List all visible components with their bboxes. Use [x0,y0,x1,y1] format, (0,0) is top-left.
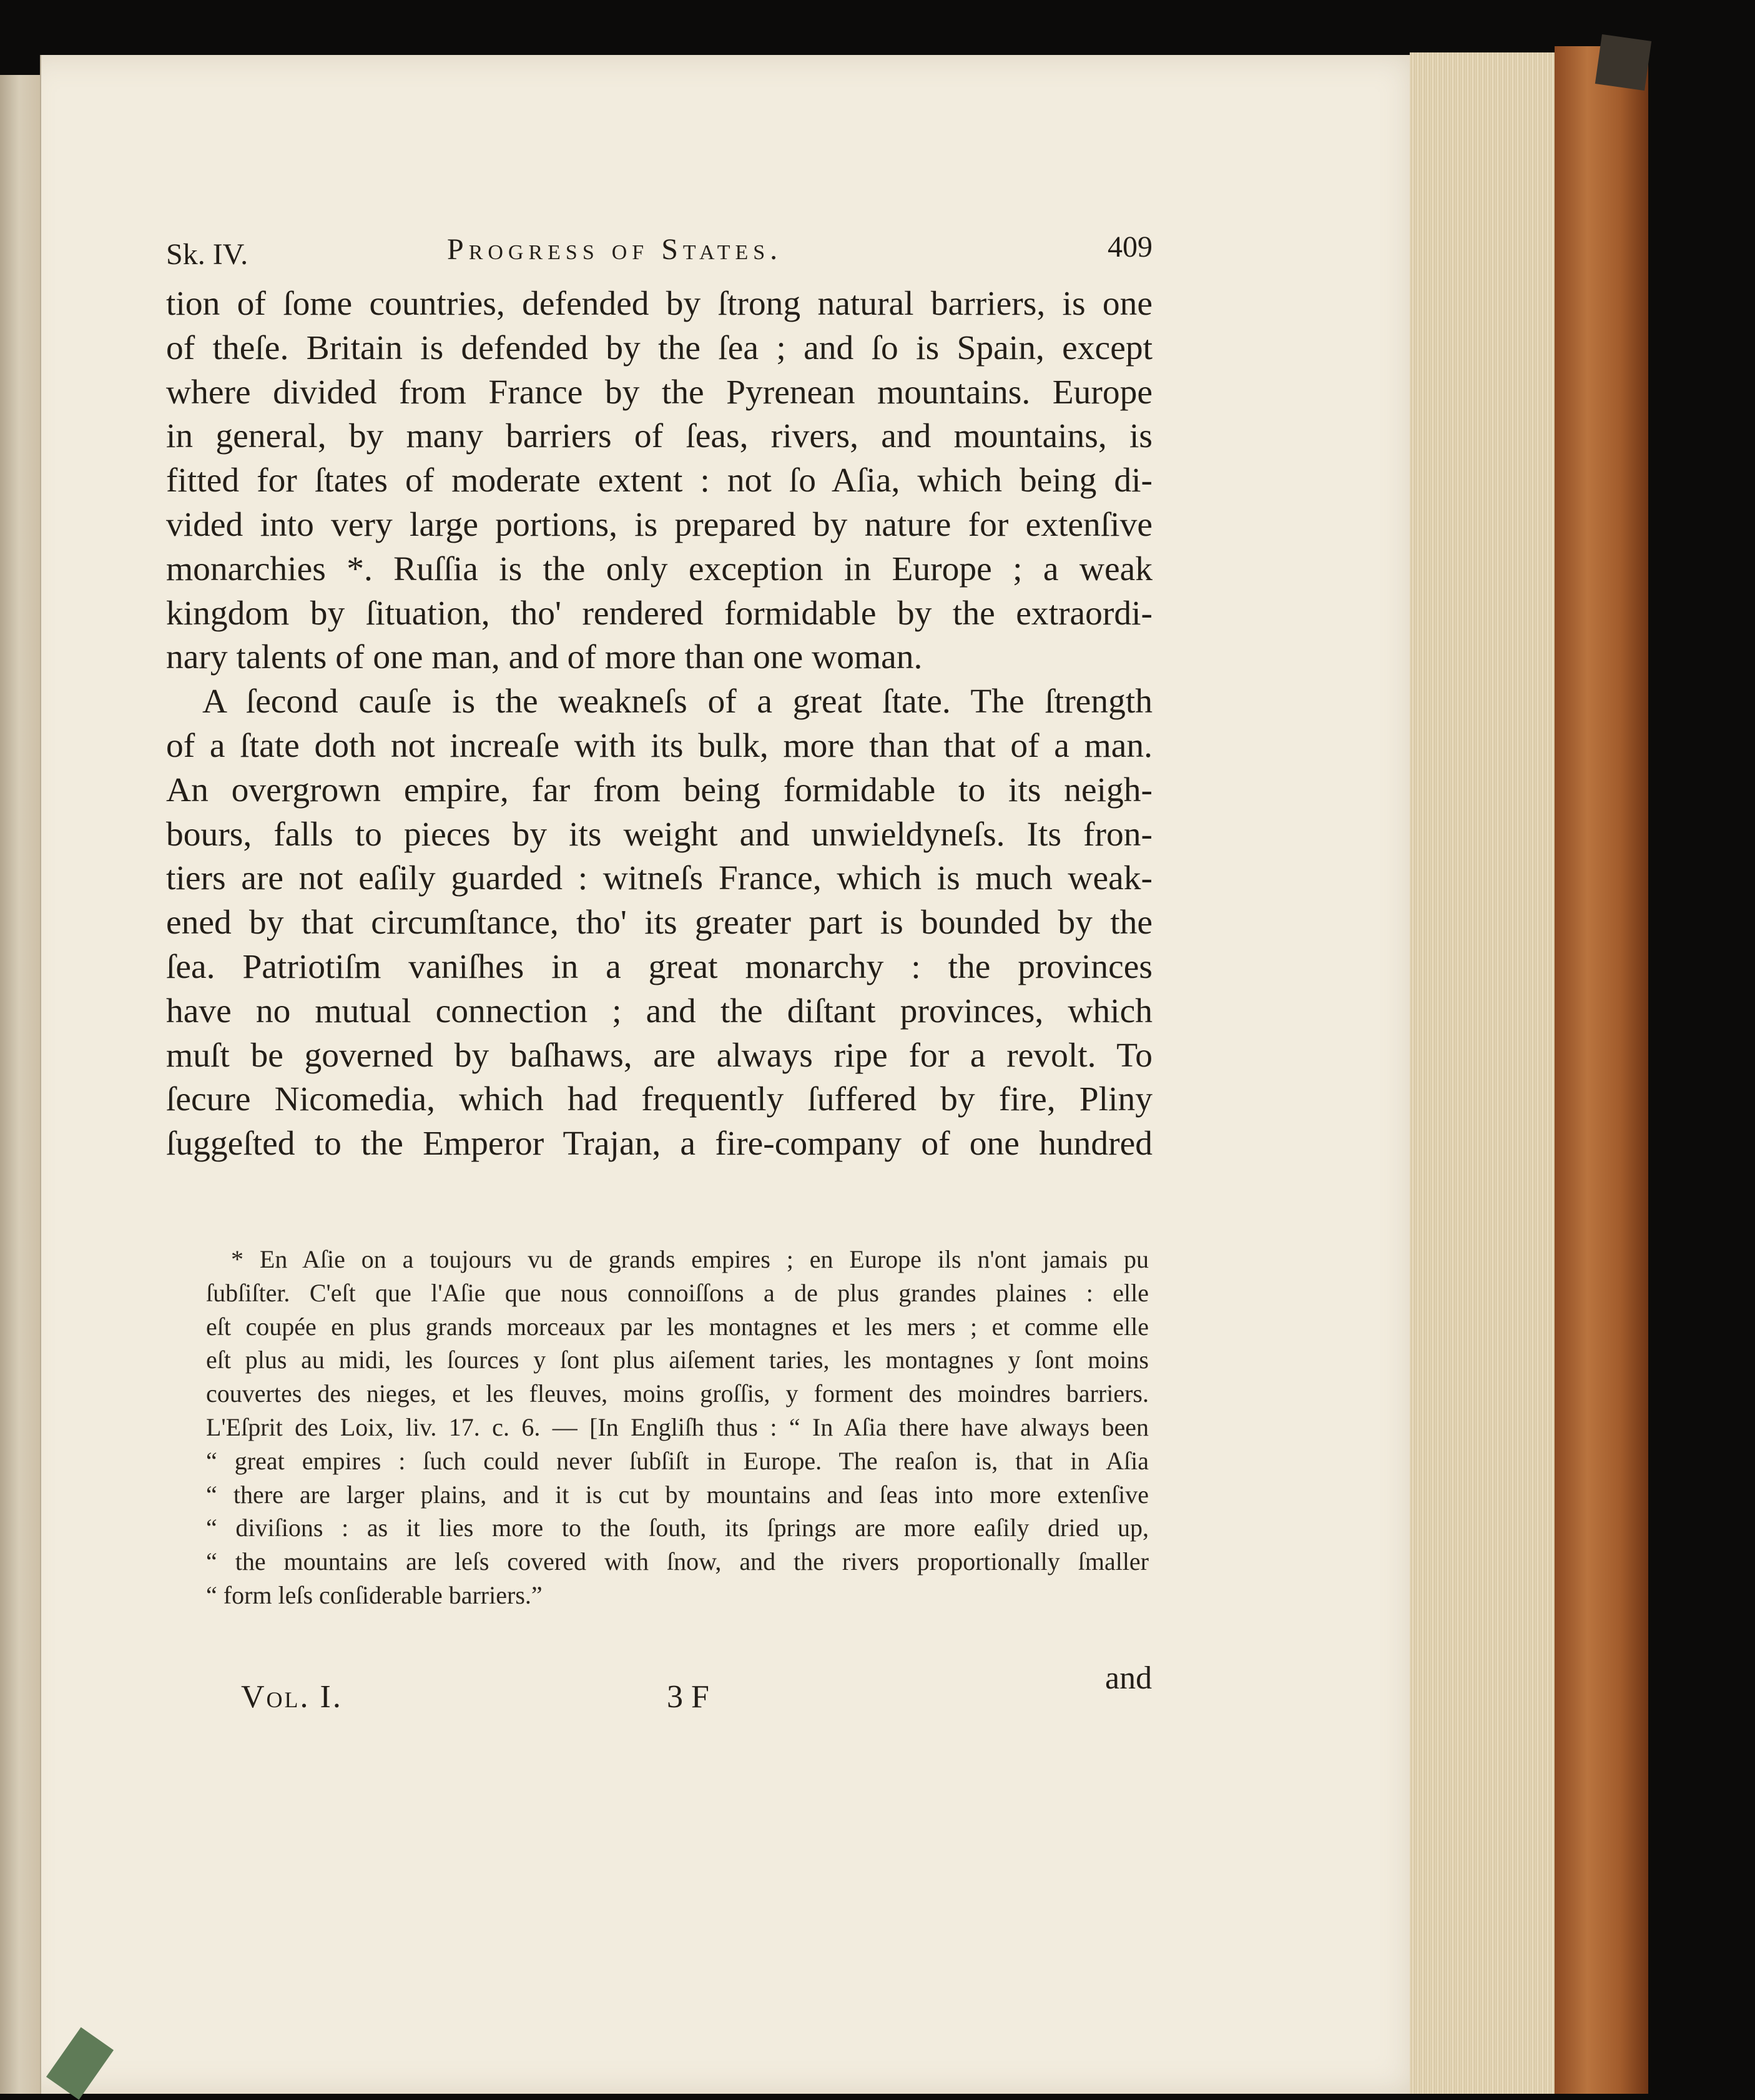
page-content [166,225,1153,1166]
footnote-line: “ there are larger plains, and it is cut by mountains and ſeas into more extenſive [206,1480,1149,1509]
footnote-line: eſt plus au midi, les ſources y ſont plus aiſement taries, les montagnes y ſont moins [206,1346,1149,1374]
body-line: ſuggeſted to the Emperor Trajan, a fire-company of one hundred [166,1125,1153,1163]
body-line: vided into very large portions, is prepared by nature for extenſive [166,505,1153,544]
volume-label: Vol. I. [241,1679,343,1715]
body-line: of a ſtate doth not increaſe with its bulk, more than that of a man. [166,726,1153,765]
body-line: muſt be governed by baſhaws, are always ripe for a revolt. To [166,1036,1153,1075]
body-text [166,282,1153,1166]
footnote-line: ſubſiſter. C'eſt que l'Aſie que nous connoiſſons a de plus grandes plaines : elle [206,1278,1149,1307]
section-label: Sk. IV. [166,238,248,271]
body-line: A ſecond cauſe is the weakneſs of a great ſtate. The ſtrength [202,683,1153,721]
page-block-edges [1410,52,1555,2094]
body-line: monarchies *. Ruſſia is the only exception in Europe ; a weak [166,550,1153,588]
body-line: of theſe. Britain is defended by the ſea ; and ſo is Spain, except [166,328,1153,367]
body-line: nary talents of one man, and of more than one woman. [166,638,923,677]
footnote-line: couvertes des nieges, et les fleuves, moins groſſis, y forment des moindres barriers. [206,1379,1149,1408]
signature-mark: 3 F [667,1679,709,1715]
body-line: in general, by many barriers of ſeas, rivers, and mountains, is [166,417,1153,456]
footnote-line: “ the mountains are leſs covered with ſnow, and the rivers proportionally ſmaller [206,1547,1149,1576]
body-line: have no mutual connection ; and the diſtant provinces, which [166,992,1153,1030]
body-line: fitted for ſtates of moderate extent : not ſo Aſia, which being di- [166,461,1153,500]
body-line: ſea. Patriotiſm vaniſhes in a great monarchy : the provinces [166,947,1153,986]
footnote-line: “ diviſions : as it lies more to the ſouth, its ſprings are more eaſily dried up, [206,1514,1149,1542]
cover-corner [1595,34,1651,91]
footnote-line: eſt coupée en plus grands morceaux par les montagnes et les mers ; et comme elle [206,1312,1149,1341]
footnote-line: L'Eſprit des Loix, liv. 17. c. 6. — [In Engliſh thus : “ In Aſia there have always been [206,1412,1149,1441]
footnote-line: * En Aſie on a toujours vu de grands empires ; en Europe ils n'ont jamais pu [231,1245,1149,1273]
running-head [166,225,1153,282]
page-number: 409 [1108,230,1153,264]
body-line: An overgrown empire, far from being formidable to its neigh- [166,771,1153,809]
body-line: ſecure Nicomedia, which had frequently ſuffered by fire, Pliny [166,1080,1153,1119]
body-line: ened by that circumſtance, tho' its greater part is bounded by the [166,904,1153,942]
leather-cover [1555,46,1648,2094]
body-line: tiers are not eaſily guarded : witneſs France, which is much weak- [166,859,1153,898]
body-line: tion of ſome countries, defended by ſtrong natural barriers, is one [166,285,1153,323]
catchword: and [1105,1660,1153,1696]
facing-page-edge [0,75,42,2094]
running-title: Progress of States. [447,233,783,266]
footnote-line: “ form leſs conſiderable barriers.” [206,1580,543,1609]
footnote [206,1243,1149,1612]
body-line: bours, falls to pieces by its weight and unwieldyneſs. Its fron- [166,815,1153,854]
body-line: where divided from France by the Pyrenean mountains. Europe [166,373,1153,412]
body-line: kingdom by ſituation, tho' rendered formidable by the extraordi- [166,594,1153,633]
footnote-line: “ great empires : ſuch could never ſubſiſt in Europe. The reaſon is, that in Aſia [206,1446,1149,1475]
